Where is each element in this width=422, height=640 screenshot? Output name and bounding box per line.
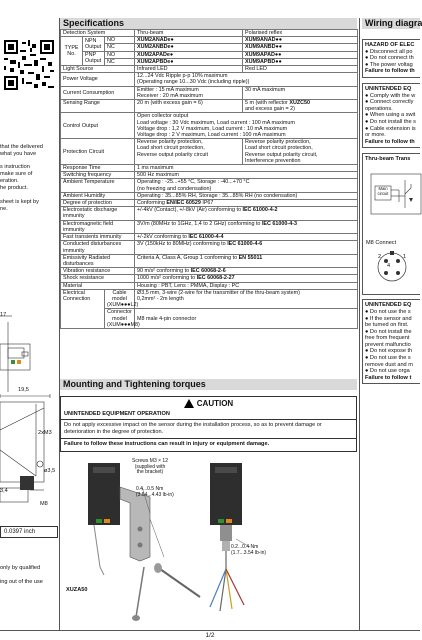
spec-value: Thru-beam bbox=[135, 30, 243, 37]
type-code: XUM9ANBD●● bbox=[243, 44, 358, 51]
type-label: TYPE No. bbox=[61, 37, 83, 66]
sensing-range-pre: 5 m (with reflector bbox=[245, 100, 290, 107]
unintended-line: ● When using a swit bbox=[365, 112, 416, 119]
standard-code: EN/IEC 60529 bbox=[166, 200, 201, 207]
unintended-line: ● Cable extension is bbox=[365, 125, 416, 132]
table-row bbox=[61, 165, 358, 172]
mounting-illustration bbox=[60, 457, 357, 625]
unintended2-fail: Failure to follow t bbox=[365, 374, 412, 381]
left-text-6: he product. bbox=[0, 185, 28, 191]
table-row bbox=[61, 44, 358, 51]
table-row bbox=[61, 241, 358, 254]
hazard-fail: Failure to follow th bbox=[365, 68, 415, 75]
caution-header bbox=[64, 399, 353, 409]
table-row bbox=[61, 86, 358, 99]
unintended-line: ● Connect correctly bbox=[365, 99, 414, 106]
table-row bbox=[61, 100, 358, 113]
spec-value: Infrared LED bbox=[135, 66, 243, 73]
wiring-section bbox=[362, 18, 420, 630]
standard-code: IEC 60068-2-27 bbox=[196, 275, 235, 282]
unintended-line: or more. bbox=[365, 132, 386, 139]
unintended-heading: UNINTENDED EQ bbox=[365, 85, 412, 92]
qr-code bbox=[4, 40, 54, 90]
table-row bbox=[61, 66, 358, 73]
standard-code: IEC 61000-4-2 bbox=[242, 207, 278, 214]
spec-label: Ambient Temperature bbox=[61, 179, 135, 192]
standard-code: IEC 61000-4-6 bbox=[227, 241, 263, 248]
table-row bbox=[61, 309, 358, 329]
wiring-title: Wiring diagra bbox=[362, 18, 420, 29]
spec-value bbox=[135, 268, 358, 275]
table-row bbox=[61, 200, 358, 207]
hazard-box bbox=[362, 39, 420, 78]
table-row bbox=[61, 234, 358, 241]
dim-3-4: 3,4 bbox=[0, 488, 8, 494]
unintended-box-2 bbox=[362, 299, 420, 384]
warning-icon bbox=[184, 399, 194, 408]
standard-code: IEC 61000-4-3 bbox=[261, 220, 297, 227]
caution-body: Do not apply excessive impact on the sensor during the installation process, so as to prevent damage or deterioration in the degree of protection. bbox=[64, 422, 322, 435]
sensing-range-post: and excess gain = 2) bbox=[245, 106, 295, 113]
specifications-title: Specifications bbox=[60, 18, 357, 29]
left-text-10: ing out of the use bbox=[0, 579, 43, 585]
value-pre: Criteria A, Class A, Group 1 conforming to bbox=[137, 254, 239, 261]
reflector-code: XUZC50 bbox=[289, 100, 311, 107]
type-code: XUM9ANAD●● bbox=[243, 37, 358, 44]
table-row bbox=[61, 207, 358, 220]
table-row bbox=[61, 73, 358, 86]
type-code: XUM9APAD●● bbox=[243, 51, 358, 58]
spec-value: Polarised reflex bbox=[243, 30, 358, 37]
spec-label: Response Time bbox=[61, 165, 135, 172]
spec-label: Conducted disturbances immunity bbox=[61, 241, 135, 254]
dim-o3-5: ø3,5 bbox=[44, 468, 56, 474]
spec-value: 20 m (with excess gain = 6) bbox=[135, 100, 243, 113]
spec-value: Operating : -25...+55 °C, Storage : -40...+70 °C (no freezing and condensation) bbox=[135, 179, 358, 192]
table-row bbox=[61, 113, 358, 139]
dim-m8: M8 bbox=[40, 501, 48, 507]
left-column bbox=[0, 0, 58, 640]
unit-note: 0.0397 inch bbox=[4, 529, 36, 535]
spec-label: Protection Circuit bbox=[61, 139, 135, 165]
connector-model-label: Connector model (XUM●●●M8) bbox=[105, 309, 135, 329]
hazard-heading: HAZARD OF ELEC bbox=[365, 42, 415, 48]
spec-value bbox=[243, 100, 358, 113]
contact-label: NC bbox=[105, 44, 135, 51]
dimension-drawing bbox=[0, 300, 58, 545]
value-post: IP67 bbox=[200, 200, 214, 207]
pin-label: 4 bbox=[387, 263, 391, 270]
bracket-code: XUZA50 bbox=[66, 587, 88, 593]
m8-connector-title: M8 Connect bbox=[366, 240, 397, 247]
spec-label: Sensing Range bbox=[61, 100, 135, 113]
spec-value: Housing : PBT, Lens : PMMA, Display : PC bbox=[135, 282, 358, 289]
spec-label: Emissivity Radiated disturbances bbox=[61, 254, 135, 267]
spec-value bbox=[135, 254, 358, 267]
unintended-line: ● Comply with the w bbox=[365, 92, 416, 99]
spec-value bbox=[135, 207, 358, 220]
value-pre: Conforming bbox=[137, 200, 167, 207]
hazard-line: ● Disconnect all po bbox=[365, 48, 413, 55]
mounting-title: Mounting and Tightening torques bbox=[60, 379, 357, 390]
left-text-7: sheet is kept by bbox=[0, 199, 39, 205]
unintended2-line: ● Do not install the bbox=[365, 328, 412, 335]
value-pre: +/-2kV conforming to bbox=[137, 234, 189, 241]
left-text-1: that the delivered bbox=[0, 144, 43, 150]
caution-heading: UNINTENDED EQUIPMENT OPERATION bbox=[61, 411, 356, 420]
spec-value: 1 ms maximum bbox=[135, 165, 358, 172]
table-row bbox=[61, 289, 358, 309]
left-text-3: s instruction bbox=[0, 164, 30, 170]
unintended2-line: prevent malfunctio bbox=[365, 341, 411, 348]
spec-value: 30 mA maximum bbox=[243, 86, 358, 99]
spec-value: Emitter : 15 mA maximum Receiver : 20 mA maximum bbox=[135, 86, 243, 99]
spec-label: Ambient Humidity bbox=[61, 192, 135, 199]
hazard-line: ● Do not connect th bbox=[365, 55, 414, 62]
value-pre: 3V/m (80MHz to 1GHz, 1,4 to 2 GHz) conforming to bbox=[137, 220, 262, 227]
page-number: 1/2 bbox=[205, 632, 215, 639]
spec-value bbox=[135, 234, 358, 241]
table-row bbox=[61, 282, 358, 289]
circuit-diagram bbox=[369, 168, 421, 216]
table-row bbox=[61, 139, 358, 165]
spec-label: Electrostatic discharge immunity bbox=[61, 207, 135, 220]
thru-beam-title: Thru-beam Trans bbox=[365, 156, 411, 163]
unintended2-line: ● Do not use the s bbox=[365, 308, 411, 315]
unintended2-line: be turned on first. bbox=[365, 322, 409, 329]
unintended2-line: ● If the sensor and bbox=[365, 315, 412, 322]
contact-label: NO bbox=[105, 37, 135, 44]
standard-code: EN 55011 bbox=[238, 254, 263, 261]
contact-label: NC bbox=[105, 58, 135, 65]
spec-value bbox=[135, 275, 358, 282]
unintended-fail: Failure to follow th bbox=[365, 138, 415, 145]
table-row bbox=[61, 172, 358, 179]
spec-label: Light Source bbox=[61, 66, 135, 73]
torque-bracket: 0.4...0.5 Nm (3.54...4.43 lb-in) bbox=[136, 486, 174, 498]
table-row bbox=[61, 220, 358, 233]
value-pre: 90 m/s² conforming to bbox=[137, 268, 191, 275]
caution-fail: Failure to follow these instructions can result in injury or equipment damage. bbox=[61, 438, 356, 448]
spec-label: Current Consumption bbox=[61, 86, 135, 99]
mounting-section bbox=[60, 379, 357, 593]
npn-label: NPN Output bbox=[83, 37, 105, 51]
dim-17: 17 bbox=[0, 312, 7, 318]
spec-value: Reverse polarity protection, Load short circuit protection, Reverse output polarity circuit bbox=[135, 139, 243, 165]
left-text-8: ne. bbox=[0, 206, 8, 212]
m8-pinout bbox=[375, 250, 409, 284]
spec-label: Material bbox=[61, 282, 135, 289]
spec-label: Degree of protection bbox=[61, 200, 135, 207]
hazard-line: ● The power voltag bbox=[365, 61, 413, 68]
type-code: XUM2APBDe● bbox=[135, 58, 243, 65]
unintended2-line: remove dust and m bbox=[365, 361, 413, 368]
unintended2-line: ● Do not use orga bbox=[365, 368, 410, 375]
spec-value: Red LED bbox=[243, 66, 358, 73]
type-code: XUM2ANBDe● bbox=[135, 44, 243, 51]
left-text-4: make sure of bbox=[0, 171, 33, 177]
spec-label: Shock resistance bbox=[61, 275, 135, 282]
spec-label: Control Output bbox=[61, 113, 135, 139]
main-circuit-label: Main circuit bbox=[377, 186, 389, 197]
spec-value bbox=[135, 200, 358, 207]
spec-value: 12...24 Vdc Ripple p-p 10% maximum (Operating range 10...30 Vdc (including ripple)) bbox=[135, 73, 358, 86]
diagram-box bbox=[362, 153, 420, 295]
spec-label: Electromagnetic field immunity bbox=[61, 220, 135, 233]
unintended-box bbox=[362, 83, 420, 148]
caution-box bbox=[60, 396, 357, 452]
screws-label: Screws M3 × 12 (supplied with the bracket) bbox=[132, 458, 168, 476]
table-row bbox=[61, 58, 358, 65]
pnp-label: PNP Output bbox=[83, 51, 105, 65]
unintended2-line: ● Do not use the s bbox=[365, 355, 411, 362]
spec-label: Fast transients immunity bbox=[61, 234, 135, 241]
spec-value: Open collector output Load voltage : 30 Vdc maximum, Load current : 100 mA maximum Voltage drop : 1,2 V maximum, Load current : 10 mA maximum Voltage drop : 2 V maximum, Load current : 100 mA maximum bbox=[135, 113, 358, 139]
value-pre: 3V (150kHz to 80MHz) conforming to bbox=[137, 241, 228, 248]
value-pre: +/-4kV (Contact), +/-8kV (Air) conforming to bbox=[137, 207, 243, 214]
spec-label: Electrical Connection bbox=[61, 289, 105, 328]
left-text-5: eration. bbox=[0, 178, 19, 184]
dim-19-5: 19,5 bbox=[18, 387, 29, 393]
left-text-9: only by qualified bbox=[0, 565, 41, 571]
divider-right bbox=[359, 18, 360, 630]
spec-value: 500 Hz maximum bbox=[135, 172, 358, 179]
table-row bbox=[61, 268, 358, 275]
spec-label: Switching frequency bbox=[61, 172, 135, 179]
table-row bbox=[61, 275, 358, 282]
spec-value: Reverse polarity protection, Load short circuit protection, Reverse output polarity circuit, Interference prevention bbox=[243, 139, 358, 165]
spec-value: Operating : 35...85% RH, Storage : 35...85% RH (no condensation) bbox=[135, 192, 358, 199]
table-row bbox=[61, 179, 358, 192]
unit-note-box bbox=[0, 526, 58, 538]
type-code: XUM2ANADe● bbox=[135, 37, 243, 44]
torque-connector: 0.2...0.4 Nm (1.7...3.54 lb-in) bbox=[231, 544, 267, 556]
table-row bbox=[61, 254, 358, 267]
spec-value bbox=[135, 241, 358, 254]
specifications-section bbox=[60, 18, 357, 329]
spec-value: Ø3,5 mm, 3-wire (2-wire for the transmitter of the thru-beam system) 0,2mm² - 2m length bbox=[135, 289, 358, 309]
unintended2-heading: UNINTENDED EQ bbox=[365, 302, 412, 309]
unintended-line: ● Do not install the s bbox=[365, 118, 416, 125]
bottom-rule bbox=[0, 630, 420, 631]
spec-value: M8 male 4-pin connector bbox=[135, 309, 358, 329]
unintended2-line: free from frequent bbox=[365, 335, 410, 342]
type-code: XUM2APADe● bbox=[135, 51, 243, 58]
table-row bbox=[61, 192, 358, 199]
value-pre: 1000 m/s² conforming to bbox=[137, 275, 197, 282]
spec-label: Detection System bbox=[61, 30, 135, 37]
spec-label: Power Voltage bbox=[61, 73, 135, 86]
contact-label: NO bbox=[105, 51, 135, 58]
standard-code: IEC 61000-4-4 bbox=[188, 234, 224, 241]
spec-value bbox=[135, 220, 358, 233]
pin-label: 2 bbox=[378, 254, 382, 261]
dim-2xm3: 2xM3 bbox=[38, 430, 52, 436]
unintended-line: operations. bbox=[365, 105, 393, 112]
standard-code: IEC 60068-2-6 bbox=[190, 268, 226, 275]
table-row bbox=[61, 37, 358, 44]
spec-table bbox=[60, 29, 358, 329]
table-row bbox=[61, 51, 358, 58]
spec-label: Vibration resistance bbox=[61, 268, 135, 275]
type-code: XUM9APBD●● bbox=[243, 58, 358, 65]
table-row bbox=[61, 30, 358, 37]
unintended2-line: ● Do not expose th bbox=[365, 348, 413, 355]
cable-model-label: Cable model (XUM●●●L2) bbox=[105, 289, 135, 309]
left-text-2: what you have bbox=[0, 151, 37, 157]
pin-label: 1 bbox=[403, 254, 407, 261]
caution-label: CAUTION bbox=[196, 399, 234, 408]
